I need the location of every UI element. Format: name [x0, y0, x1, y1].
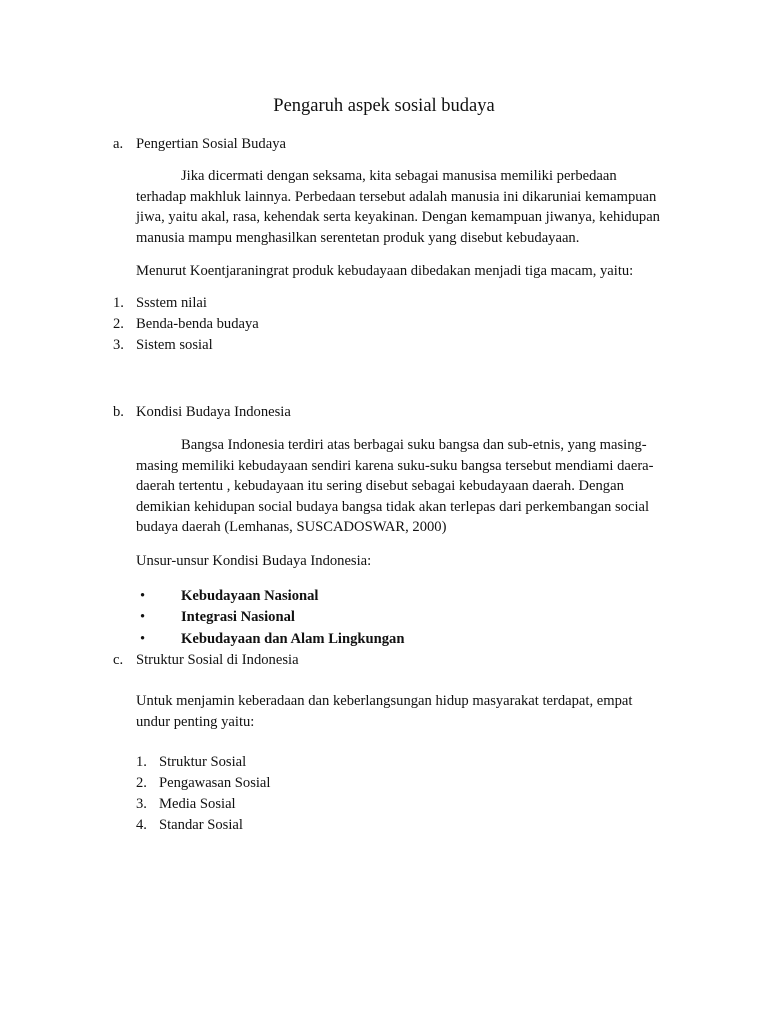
list-number: 3.	[113, 337, 124, 353]
paragraph-line: Untuk menjamin keberadaan dan keberlangsungan hidup masyarakat terdapat, empat	[136, 693, 633, 709]
list-number: 4.	[136, 817, 147, 833]
section-b-marker: b.	[113, 404, 124, 420]
bullet-item: Integrasi Nasional	[181, 609, 295, 625]
section-b-heading: Kondisi Budaya Indonesia	[136, 404, 291, 420]
list-number: 3.	[136, 796, 147, 812]
bullet-icon: •	[140, 609, 146, 625]
list-item: Standar Sosial	[159, 817, 243, 833]
document-title: Pengaruh aspek sosial budaya	[273, 96, 495, 116]
section-a-paragraph	[136, 166, 660, 248]
paragraph-line: undur penting yaitu:	[136, 713, 255, 730]
section-c-marker: c.	[113, 652, 124, 668]
section-a-marker: a.	[113, 136, 124, 152]
paragraph-line: demikian kehidupan social budaya bangsa tidak akan terlepas dari perkembangan social	[136, 498, 650, 515]
list-number: 1.	[113, 295, 124, 311]
list-number: 2.	[113, 316, 124, 332]
section-b-intro: Unsur-unsur Kondisi Budaya Indonesia:	[136, 553, 372, 569]
paragraph-line: terhadap makhluk lainnya. Perbedaan tersebut adalah manusia ini dikaruniai kemampuan	[136, 188, 657, 205]
paragraph-line: jiwa, yaitu akal, rasa, kehendak serta keyakinan. Dengan kemampuan jiwanya, kehidupan	[136, 209, 660, 225]
paragraph-line: masing memiliki kebudayaan sendiri karena suku-suku bangsa tersebut mendiami daera-	[136, 457, 654, 474]
list-item: Struktur Sosial	[159, 754, 247, 770]
bullet-item: Kebudayaan Nasional	[181, 588, 319, 604]
list-item: Pengawasan Sosial	[159, 775, 271, 791]
list-item: Benda-benda budaya	[136, 316, 259, 332]
paragraph-line: Jika dicermati dengan seksama, kita sebagai manusisa memiliki perbedaan	[181, 168, 617, 184]
section-c-heading: Struktur Sosial di Indonesia	[136, 652, 299, 668]
list-item: Ssstem nilai	[136, 295, 207, 311]
section-b-paragraph	[136, 435, 656, 538]
list-item: Media Sosial	[159, 796, 236, 812]
bullet-icon: •	[140, 631, 146, 647]
section-a-intro: Menurut Koentjaraningrat produk kebudayaan dibedakan menjadi tiga macam, yaitu:	[136, 263, 634, 279]
section-c-paragraph	[136, 691, 656, 732]
section-a-heading: Pengertian Sosial Budaya	[136, 136, 286, 152]
list-number: 2.	[136, 775, 147, 791]
bullet-icon: •	[140, 588, 146, 604]
paragraph-line: budaya daerah (Lemhanas, SUSCADOSWAR, 2000)	[136, 519, 447, 535]
list-item: Sistem sosial	[136, 337, 213, 353]
bullet-item: Kebudayaan dan Alam Lingkungan	[181, 631, 405, 647]
paragraph-line: daerah tertentu , kebudayaan itu sering disebut sebagai kebudayaan daerah. Dengan	[136, 478, 624, 494]
paragraph-line: manusia mampu menghasilkan serentetan produk yang disebut kebudayaan.	[136, 229, 580, 246]
list-number: 1.	[136, 754, 147, 770]
paragraph-line: Bangsa Indonesia terdiri atas berbagai suku bangsa dan sub-etnis, yang masing-	[181, 437, 647, 453]
